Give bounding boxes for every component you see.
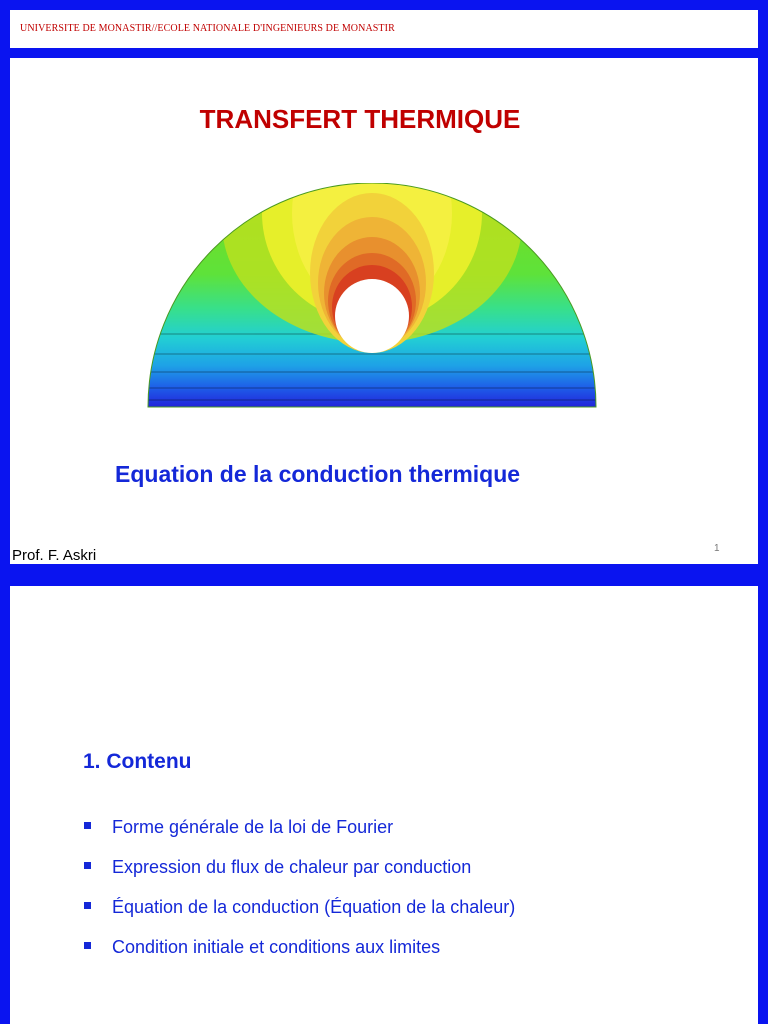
list-item	[82, 896, 515, 936]
list-item	[82, 936, 515, 976]
section-heading: 1. Contenu	[83, 750, 192, 773]
list-item	[82, 816, 515, 856]
square-bullet-icon	[84, 942, 91, 949]
page-number: 1	[714, 543, 720, 554]
list-item-text: Forme générale de la loi de Fourier	[112, 817, 394, 837]
list-item-text: Expression du flux de chaleur par conduction	[112, 857, 472, 877]
author-name: Prof. F. Askri	[12, 547, 97, 564]
header-bar	[10, 10, 758, 48]
list-item	[82, 856, 515, 896]
list-item-text: Condition initiale et conditions aux limites	[112, 937, 441, 957]
square-bullet-icon	[84, 862, 91, 869]
slide-title: TRANSFERT THERMIQUE	[199, 104, 521, 134]
cylinder-hole	[335, 279, 409, 353]
slide-2	[10, 586, 758, 1024]
square-bullet-icon	[84, 822, 91, 829]
slide-subtitle: Equation de la conduction thermique	[115, 461, 521, 487]
square-bullet-icon	[84, 902, 91, 909]
institution-header: UNIVERSITE DE MONASTIR//ECOLE NATIONALE D'INGENIEURS DE MONASTIR	[20, 23, 395, 34]
temperature-contour-figure	[146, 183, 598, 411]
slide-1	[10, 58, 758, 564]
list-item-text: Équation de la conduction (Équation de la chaleur)	[112, 897, 516, 917]
contents-list	[82, 816, 515, 976]
